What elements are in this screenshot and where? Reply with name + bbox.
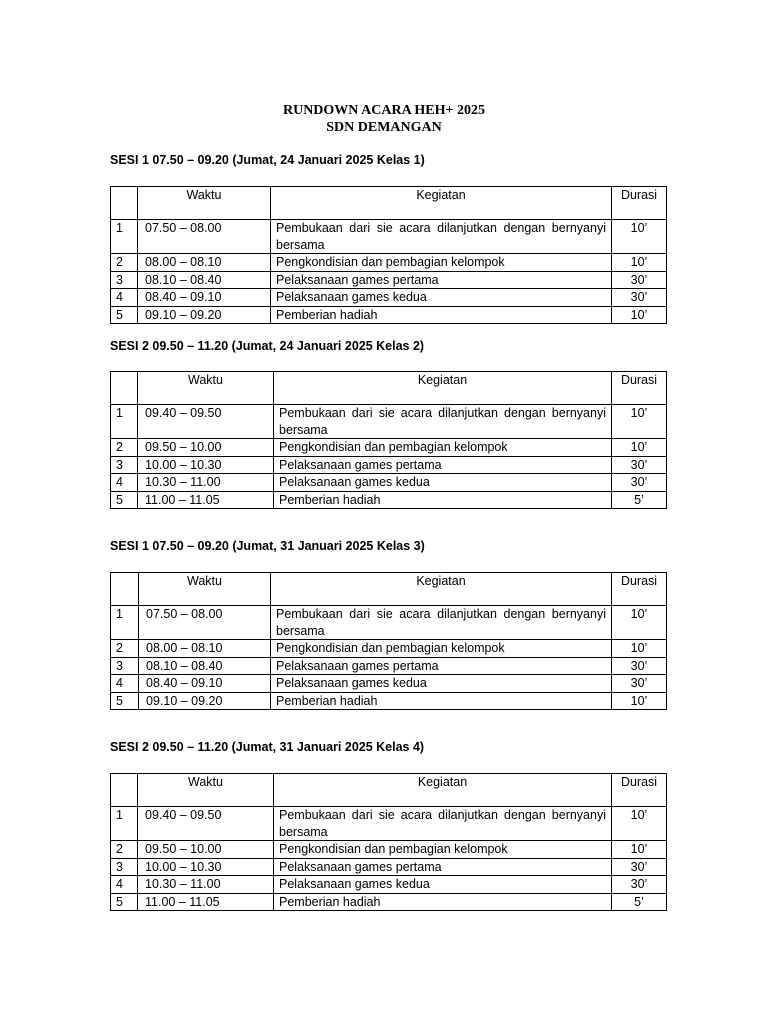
- row-activity: Pengkondisian dan pembagian kelompok: [274, 439, 612, 457]
- session-1-heading: SESI 1 07.50 – 09.20 (Jumat, 24 Januari 2025 Kelas 1): [110, 153, 425, 167]
- row-duration: 10’: [612, 692, 667, 710]
- table-header-row: [111, 372, 667, 405]
- table-header-row: [111, 573, 667, 606]
- row-duration: 30’: [612, 289, 667, 307]
- row-number: 3: [111, 657, 139, 675]
- row-number: 2: [111, 841, 138, 859]
- row-number: 1: [111, 807, 138, 841]
- row-number: 1: [111, 220, 138, 254]
- row-duration: 30’: [612, 657, 667, 675]
- row-time: 08.10 – 08.40: [139, 657, 271, 675]
- table-row: [111, 405, 667, 439]
- row-activity: Pelaksanaan games kedua: [274, 876, 612, 894]
- row-duration: 30’: [612, 271, 667, 289]
- row-time: 08.10 – 08.40: [138, 271, 271, 289]
- row-time: 09.50 – 10.00: [138, 841, 274, 859]
- table-row: [111, 692, 667, 710]
- header-activity: Kegiatan: [271, 187, 612, 220]
- row-duration: 10’: [612, 606, 667, 640]
- session-3-heading: SESI 1 07.50 – 09.20 (Jumat, 31 Januari 2025 Kelas 3): [110, 539, 425, 553]
- header-activity: Kegiatan: [271, 573, 612, 606]
- table-row: [111, 640, 667, 658]
- row-number: 5: [111, 306, 138, 324]
- row-time: 07.50 – 08.00: [138, 220, 271, 254]
- row-duration: 30’: [612, 675, 667, 693]
- row-time: 09.40 – 09.50: [138, 405, 274, 439]
- header-duration: Durasi: [612, 774, 667, 807]
- header-no: [111, 573, 139, 606]
- row-activity: Pemberian hadiah: [271, 692, 612, 710]
- table-row: [111, 807, 667, 841]
- row-time: 10.30 – 11.00: [138, 474, 274, 492]
- table-row: [111, 289, 667, 307]
- table-row: [111, 254, 667, 272]
- row-time: 09.50 – 10.00: [138, 439, 274, 457]
- row-time: 07.50 – 08.00: [139, 606, 271, 640]
- row-duration: 30’: [612, 858, 667, 876]
- session-4-table: [110, 773, 667, 911]
- row-number: 2: [111, 439, 138, 457]
- row-activity: Pelaksanaan games kedua: [271, 289, 612, 307]
- row-time: 09.10 – 09.20: [138, 306, 271, 324]
- row-activity: Pelaksanaan games pertama: [274, 456, 612, 474]
- row-number: 4: [111, 675, 139, 693]
- session-2-table: [110, 371, 667, 509]
- row-time: 08.40 – 09.10: [139, 675, 271, 693]
- header-activity: Kegiatan: [274, 774, 612, 807]
- table-row: [111, 306, 667, 324]
- row-number: 1: [111, 606, 139, 640]
- header-time: Waktu: [138, 372, 274, 405]
- row-duration: 10’: [612, 439, 667, 457]
- row-duration: 30’: [612, 876, 667, 894]
- row-number: 3: [111, 858, 138, 876]
- row-duration: 30’: [612, 456, 667, 474]
- table-row: [111, 220, 667, 254]
- row-activity: Pembukaan dari sie acara dilanjutkan dengan bernyanyi bersama: [271, 606, 612, 640]
- session-2-heading: SESI 2 09.50 – 11.20 (Jumat, 24 Januari 2025 Kelas 2): [110, 339, 425, 353]
- header-duration: Durasi: [612, 372, 667, 405]
- header-no: [111, 774, 138, 807]
- table-row: [111, 657, 667, 675]
- row-time: 08.40 – 09.10: [138, 289, 271, 307]
- row-number: 5: [111, 491, 138, 509]
- title-line-1: RUNDOWN ACARA HEH+ 2025: [282, 103, 486, 118]
- row-number: 3: [111, 456, 138, 474]
- session-3-table: [110, 572, 667, 710]
- row-number: 5: [111, 692, 139, 710]
- row-time: 10.00 – 10.30: [138, 456, 274, 474]
- row-activity: Pelaksanaan games pertama: [271, 271, 612, 289]
- row-time: 08.00 – 08.10: [138, 254, 271, 272]
- table-header-row: [111, 187, 667, 220]
- row-time: 10.00 – 10.30: [138, 858, 274, 876]
- table-row: [111, 456, 667, 474]
- row-duration: 10’: [612, 640, 667, 658]
- table-row: [111, 876, 667, 894]
- row-duration: 10’: [612, 405, 667, 439]
- header-duration: Durasi: [612, 573, 667, 606]
- row-activity: Pelaksanaan games kedua: [271, 675, 612, 693]
- row-duration: 10’: [612, 807, 667, 841]
- row-activity: Pemberian hadiah: [271, 306, 612, 324]
- session-1-table: [110, 186, 667, 324]
- row-duration: 30’: [612, 474, 667, 492]
- table-row: [111, 675, 667, 693]
- row-activity: Pemberian hadiah: [274, 893, 612, 911]
- table-row: [111, 271, 667, 289]
- header-time: Waktu: [138, 774, 274, 807]
- row-number: 4: [111, 289, 138, 307]
- row-activity: Pelaksanaan games kedua: [274, 474, 612, 492]
- row-duration: 10’: [612, 220, 667, 254]
- row-number: 3: [111, 271, 138, 289]
- table-row: [111, 893, 667, 911]
- row-time: 11.00 – 11.05: [138, 491, 274, 509]
- header-activity: Kegiatan: [274, 372, 612, 405]
- row-number: 2: [111, 640, 139, 658]
- row-time: 11.00 – 11.05: [138, 893, 274, 911]
- row-number: 4: [111, 474, 138, 492]
- row-number: 5: [111, 893, 138, 911]
- row-duration: 5’: [612, 491, 667, 509]
- table-row: [111, 841, 667, 859]
- row-number: 1: [111, 405, 138, 439]
- row-duration: 10’: [612, 254, 667, 272]
- header-no: [111, 187, 138, 220]
- table-row: [111, 491, 667, 509]
- table-row: [111, 606, 667, 640]
- row-activity: Pengkondisian dan pembagian kelompok: [274, 841, 612, 859]
- row-activity: Pemberian hadiah: [274, 491, 612, 509]
- row-time: 10.30 – 11.00: [138, 876, 274, 894]
- table-row: [111, 858, 667, 876]
- row-number: 2: [111, 254, 138, 272]
- row-duration: 5’: [612, 893, 667, 911]
- page-title: [0, 102, 768, 136]
- row-duration: 10’: [612, 306, 667, 324]
- row-activity: Pembukaan dari sie acara dilanjutkan dengan bernyanyi bersama: [274, 405, 612, 439]
- session-4-heading: SESI 2 09.50 – 11.20 (Jumat, 31 Januari 2025 Kelas 4): [110, 740, 425, 754]
- row-time: 09.10 – 09.20: [139, 692, 271, 710]
- row-time: 08.00 – 08.10: [139, 640, 271, 658]
- row-time: 09.40 – 09.50: [138, 807, 274, 841]
- header-no: [111, 372, 138, 405]
- row-number: 4: [111, 876, 138, 894]
- header-time: Waktu: [139, 573, 271, 606]
- row-activity: Pembukaan dari sie acara dilanjutkan dengan bernyanyi bersama: [271, 220, 612, 254]
- row-duration: 10’: [612, 841, 667, 859]
- row-activity: Pembukaan dari sie acara dilanjutkan dengan bernyanyi bersama: [274, 807, 612, 841]
- header-duration: Durasi: [612, 187, 667, 220]
- table-header-row: [111, 774, 667, 807]
- row-activity: Pengkondisian dan pembagian kelompok: [271, 254, 612, 272]
- header-time: Waktu: [138, 187, 271, 220]
- title-line-2: SDN DEMANGAN: [326, 120, 442, 135]
- row-activity: Pelaksanaan games pertama: [274, 858, 612, 876]
- row-activity: Pelaksanaan games pertama: [271, 657, 612, 675]
- table-row: [111, 439, 667, 457]
- table-row: [111, 474, 667, 492]
- row-activity: Pengkondisian dan pembagian kelompok: [271, 640, 612, 658]
